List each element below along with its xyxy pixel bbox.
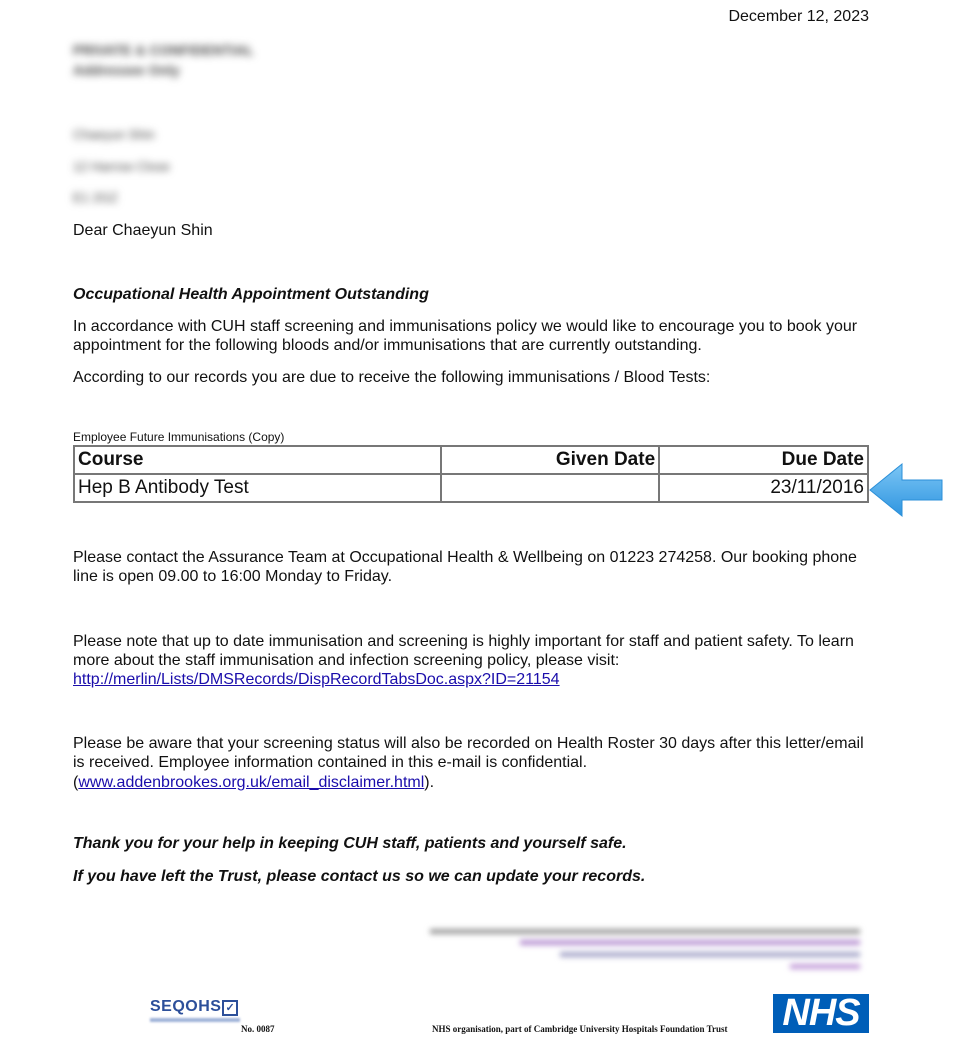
blurred-footer-address <box>420 925 870 975</box>
course-cell: Hep B Antibody Test <box>74 474 441 502</box>
thank-you-line: Thank you for your help in keeping CUH staff, patients and yourself safe. <box>73 835 627 852</box>
disclaimer-link[interactable]: www.addenbrookes.org.uk/email_disclaimer.html <box>78 774 425 791</box>
policy-paragraph: Please note that up to date immunisation and screening is highly important for staff and patient safety. To learn more about the staff immunisation and infection screening policy, please visit: <box>73 633 854 669</box>
seqohs-tagline <box>150 1018 240 1022</box>
intro-paragraph: In accordance with CUH staff screening and immunisations policy we would like to encourage you to book your appointment for the following bloods and/or immunisations that are currently outstanding. <box>73 318 858 354</box>
due-date-cell: 23/11/2016 <box>659 474 868 502</box>
confidential-header: PRIVATE & CONFIDENTIAL <box>73 42 254 58</box>
seqohs-number: No. 0087 <box>241 1024 275 1034</box>
table-row <box>74 474 868 502</box>
salutation: Dear Chaeyun Shin <box>73 222 213 239</box>
column-header-due-date: Due Date <box>659 446 868 474</box>
seqohs-logo: SEQOHS ✓ <box>150 998 238 1016</box>
paren-open: ( <box>73 774 79 791</box>
letter-date: December 12, 2023 <box>728 8 869 25</box>
given-date-cell <box>441 474 659 502</box>
policy-link[interactable]: http://merlin/Lists/DMSRecords/DispRecordTabsDoc.aspx?ID=21154 <box>73 671 560 688</box>
nhs-organisation-text: NHS organisation, part of Cambridge University Hospitals Foundation Trust <box>432 1024 728 1034</box>
address-line: 12 Harrow Close <box>73 159 170 174</box>
table-caption: Employee Future Immunisations (Copy) <box>73 430 285 444</box>
disclaimer-line <box>73 773 873 792</box>
letter-subject: Occupational Health Appointment Outstanding <box>73 286 429 303</box>
policy-link-line <box>73 670 873 689</box>
nhs-logo: NHS <box>773 994 869 1033</box>
immunisations-table <box>73 445 869 503</box>
column-header-course: Course <box>74 446 441 474</box>
address-line: Chaeyun Shin <box>73 127 155 142</box>
contact-paragraph: Please contact the Assurance Team at Occupational Health & Wellbeing on 01223 274258. Our booking phone line is open 09.00 to 16:00 Monday to Friday. <box>73 549 857 585</box>
table-header-row <box>74 446 868 474</box>
left-trust-line: If you have left the Trust, please contact us so we can update your records. <box>73 868 646 885</box>
records-paragraph: According to our records you are due to receive the following immunisations / Blood Tests: <box>73 369 711 386</box>
column-header-given-date: Given Date <box>441 446 659 474</box>
paren-close: ). <box>424 774 435 791</box>
left-arrow-icon <box>868 462 944 518</box>
addressee-only: Addressee Only <box>73 62 180 78</box>
address-line: E1 2GZ <box>73 190 118 205</box>
screening-paragraph: Please be aware that your screening status will also be recorded on Health Roster 30 days after this letter/email is received. Employee information contained in this e-mail is confidential. <box>73 735 864 771</box>
